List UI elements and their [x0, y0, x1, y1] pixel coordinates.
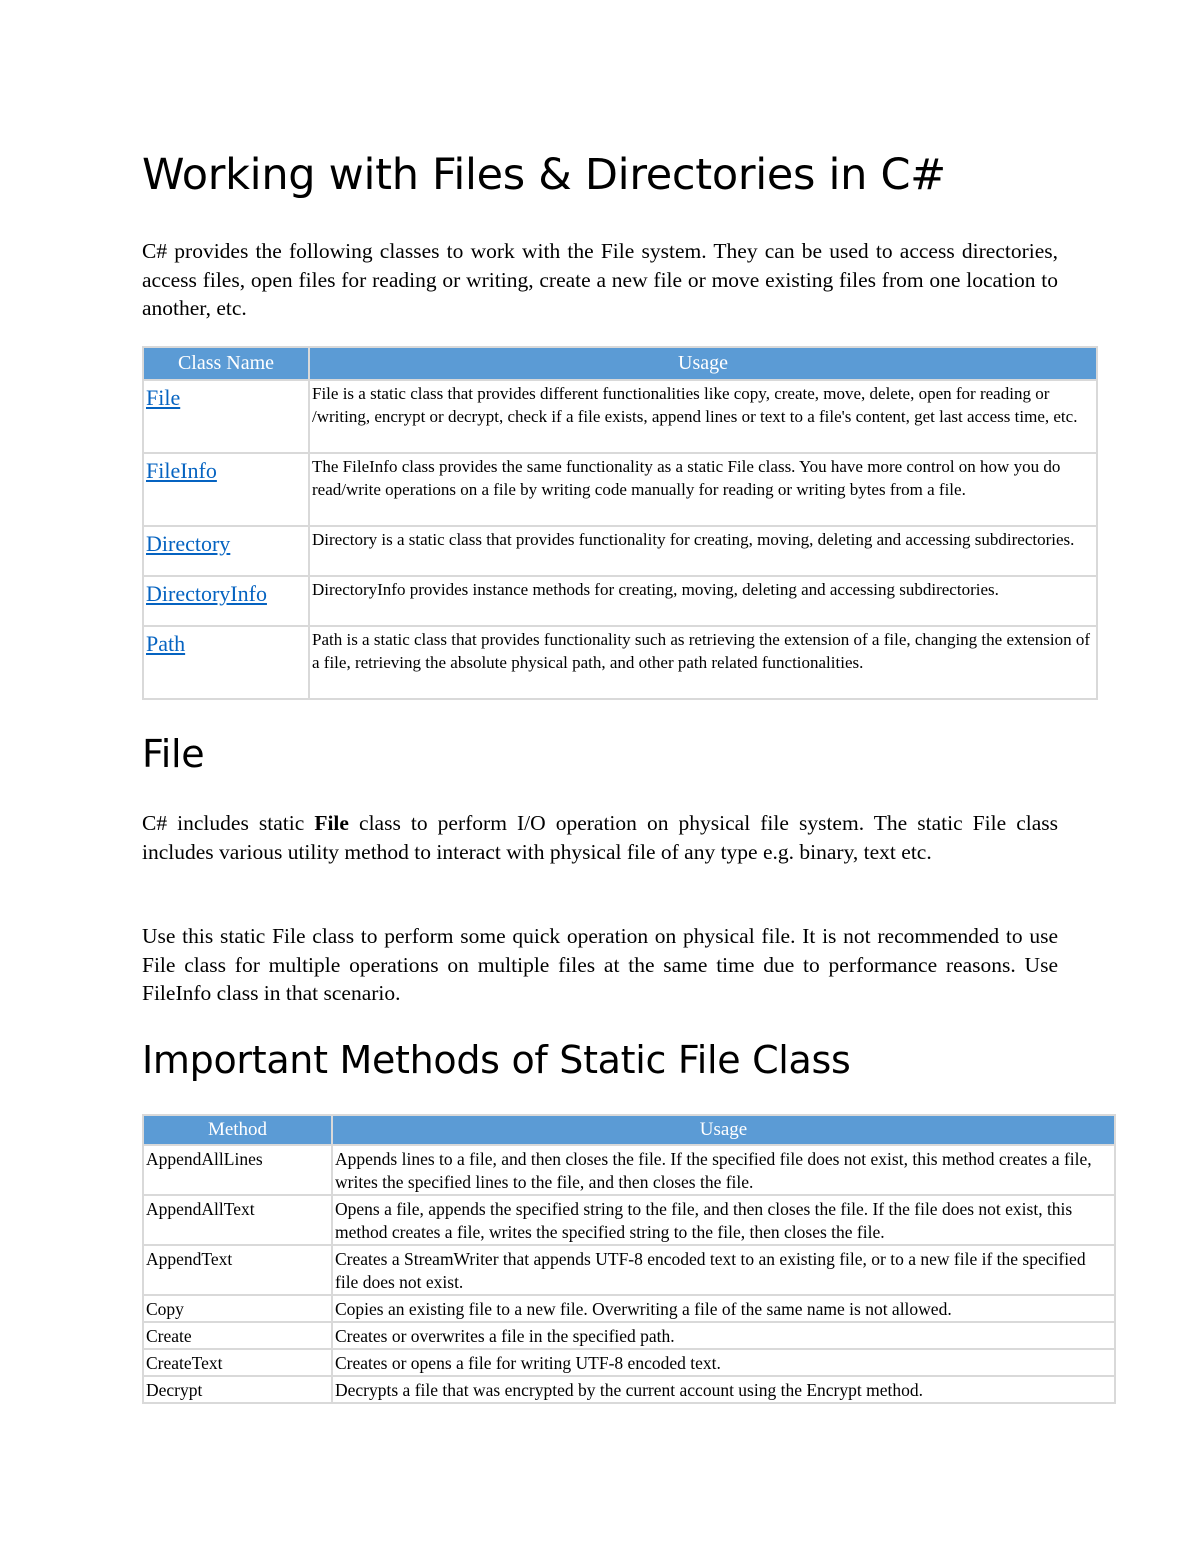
method-name-cell: AppendText — [143, 1245, 332, 1295]
column-header-method: Method — [143, 1115, 332, 1145]
intro-paragraph: C# provides the following classes to work with the File system. They can be used to access directories, access files, open files for reading or writing, create a new file or move existing files from one location to another, etc. — [142, 239, 1058, 320]
table-row — [143, 453, 1097, 526]
column-header-usage: Usage — [309, 347, 1097, 380]
usage-cell: Path is a static class that provides functionality such as retrieving the extension of a file, changing the extension of a file, retrieving the absolute physical path, and other path related functionalities. — [309, 626, 1097, 699]
class-name-cell — [143, 626, 309, 699]
usage-cell: Directory is a static class that provides functionality for creating, moving, deleting and accessing subdirectories. — [309, 526, 1097, 576]
table-row — [143, 1195, 1115, 1245]
class-name-cell — [143, 380, 309, 453]
class-name-cell — [143, 453, 309, 526]
file-paragraph-1-start: C# includes static — [142, 811, 315, 835]
table-row — [143, 1295, 1115, 1322]
class-name-cell — [143, 526, 309, 576]
method-name-cell: Decrypt — [143, 1376, 332, 1403]
class-link-fileinfo[interactable]: FileInfo — [146, 458, 217, 483]
table-row — [143, 1245, 1115, 1295]
methods-table-header-row — [143, 1115, 1115, 1145]
table-row — [143, 1349, 1115, 1376]
classes-table — [142, 346, 1098, 700]
file-paragraph-1 — [142, 809, 1058, 866]
file-section-heading: File — [142, 732, 205, 776]
method-usage-cell: Appends lines to a file, and then closes the file. If the specified file does not exist, this method creates a file, writes the specified lines to the file, and then closes the file. — [332, 1145, 1115, 1195]
method-usage-cell: Opens a file, appends the specified string to the file, and then closes the file. If the file does not exist, this method creates a file, writes the specified string to the file, then closes the file. — [332, 1195, 1115, 1245]
method-name-cell: Copy — [143, 1295, 332, 1322]
method-usage-cell: Copies an existing file to a new file. Overwriting a file of the same name is not allowed. — [332, 1295, 1115, 1322]
class-link-directoryinfo[interactable]: DirectoryInfo — [146, 581, 267, 606]
usage-cell: DirectoryInfo provides instance methods for creating, moving, deleting and accessing subdirectories. — [309, 576, 1097, 626]
method-usage-cell: Decrypts a file that was encrypted by the current account using the Encrypt method. — [332, 1376, 1115, 1403]
table-row — [143, 380, 1097, 453]
methods-table — [142, 1114, 1116, 1404]
class-name-cell — [143, 576, 309, 626]
method-usage-cell: Creates or overwrites a file in the specified path. — [332, 1322, 1115, 1349]
method-name-cell: AppendAllLines — [143, 1145, 332, 1195]
table-row — [143, 1376, 1115, 1403]
file-paragraph-2: Use this static File class to perform some quick operation on physical file. It is not recommended to use File class for multiple operations on multiple files at the same time due to performance reasons. Use FileInfo class in that scenario. — [142, 924, 1058, 1005]
class-link-directory[interactable]: Directory — [146, 531, 231, 556]
usage-cell: The FileInfo class provides the same functionality as a static File class. You have more control on how you do read/write operations on a file by writing code manually for reading or writing bytes from a file. — [309, 453, 1097, 526]
column-header-usage: Usage — [332, 1115, 1115, 1145]
method-name-cell: AppendAllText — [143, 1195, 332, 1245]
table-row — [143, 1322, 1115, 1349]
page-title: Working with Files & Directories in C# — [142, 150, 946, 200]
table-row — [143, 1145, 1115, 1195]
method-usage-cell: Creates a StreamWriter that appends UTF-8 encoded text to an existing file, or to a new file if the specified file does not exist. — [332, 1245, 1115, 1295]
class-link-file[interactable]: File — [146, 385, 181, 410]
methods-section-heading: Important Methods of Static File Class — [142, 1038, 851, 1082]
table-row — [143, 576, 1097, 626]
classes-table-header-row — [143, 347, 1097, 380]
file-paragraph-1-bold: File — [314, 811, 349, 835]
file-paragraph-1-end: class to perform I/O operation on physical file system. The static File class includes various utility method to interact with physical file of any type e.g. binary, text etc. — [142, 811, 1058, 864]
method-name-cell: Create — [143, 1322, 332, 1349]
column-header-class-name: Class Name — [143, 347, 309, 380]
method-usage-cell: Creates or opens a file for writing UTF-8 encoded text. — [332, 1349, 1115, 1376]
table-row — [143, 626, 1097, 699]
usage-cell: File is a static class that provides different functionalities like copy, create, move, delete, open for reading or /writing, encrypt or decrypt, check if a file exists, append lines or text to a file's content, get last access time, etc. — [309, 380, 1097, 453]
method-name-cell: CreateText — [143, 1349, 332, 1376]
class-link-path[interactable]: Path — [146, 631, 186, 656]
table-row — [143, 526, 1097, 576]
